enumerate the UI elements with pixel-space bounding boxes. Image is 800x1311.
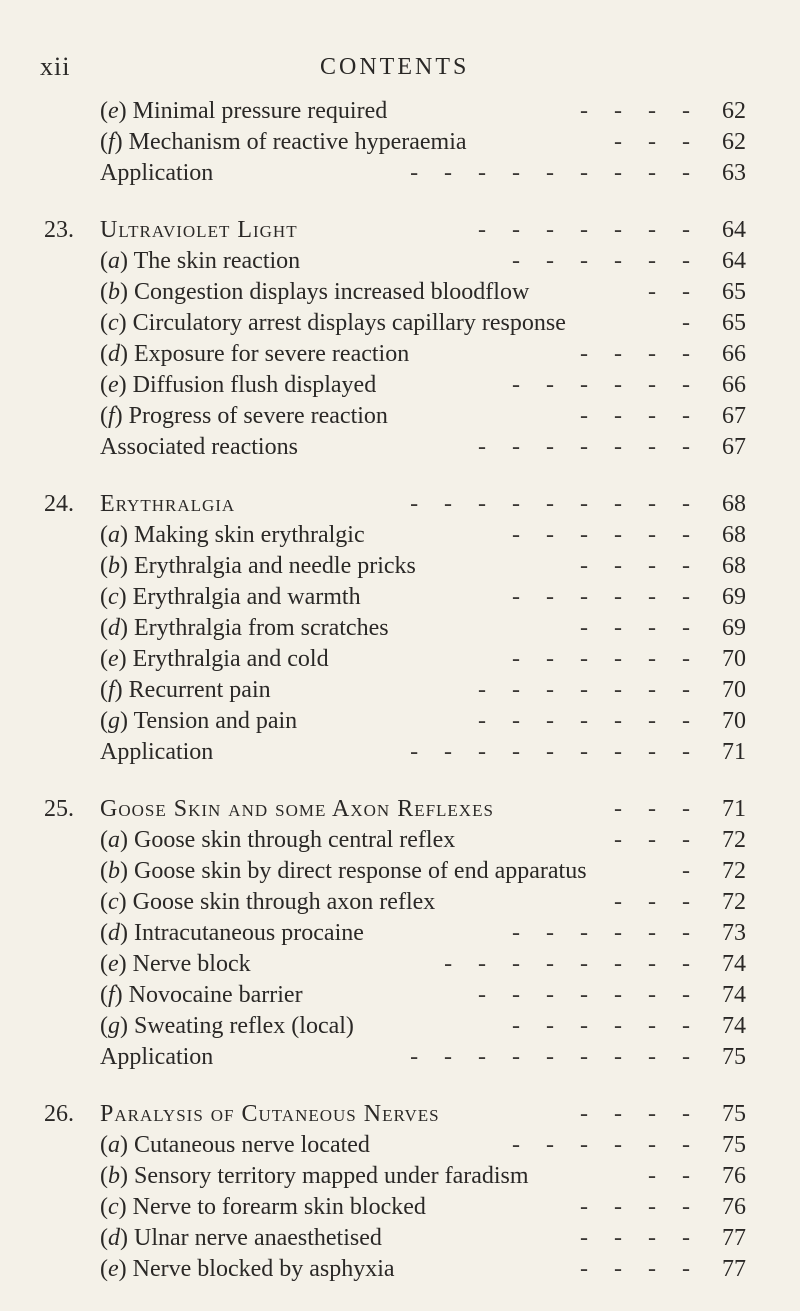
leader-dashes: - - - - - - - - - (410, 491, 700, 517)
leader-dashes: - - - - (580, 615, 700, 641)
entry-label: (b) Erythralgia and needle pricks (100, 553, 416, 579)
entry-label: (c) Erythralgia and warmth (100, 584, 361, 610)
entry-letter: b (108, 279, 120, 305)
entry-text: Erythralgia and needle pricks (134, 553, 416, 579)
entry-label: (e) Diffusion flush displayed (100, 372, 377, 398)
entry-text: Novocaine barrier (128, 982, 303, 1008)
contents-entry (0, 706, 800, 737)
entry-letter: g (108, 1013, 120, 1039)
entry-label (100, 1042, 213, 1073)
running-title: CONTENTS (320, 54, 470, 80)
leader-dashes: - - - (614, 889, 700, 915)
entry-text: Goose skin through central reflex (134, 827, 456, 853)
page-header (0, 52, 800, 92)
leader-dashes: - - - - - - (512, 646, 700, 672)
entry-label: (f) Novocaine barrier (100, 982, 303, 1008)
contents-entry (0, 370, 800, 401)
entry-page-number: 68 (722, 553, 746, 579)
entry-letter: e (108, 951, 119, 977)
leader-dashes: - - (648, 1163, 700, 1189)
contents-entry (0, 613, 800, 644)
entry-letter: e (108, 646, 119, 672)
entry-text: Exposure for severe reaction (134, 341, 410, 367)
leader-dashes: - - - - - - - (478, 677, 700, 703)
entry-letter: a (108, 827, 120, 853)
contents-entry (0, 980, 800, 1011)
entry-text: Application (100, 1044, 214, 1070)
contents-entry (0, 401, 800, 432)
chapter-page-number: 64 (722, 217, 746, 243)
entry-letter: a (108, 522, 120, 548)
entry-label: (g) Sweating reflex (local) (100, 1013, 354, 1039)
entry-text: Goose skin through axon reflex (132, 889, 436, 915)
entry-label: (e) Minimal pressure required (100, 98, 388, 124)
leader-dashes: - - - - - - - (478, 708, 700, 734)
entry-letter: b (108, 1163, 120, 1189)
leader-dashes: - - - - - - - (478, 982, 700, 1008)
leader-dashes: - - - - - - (512, 920, 700, 946)
leader-dashes: - - - - (580, 403, 700, 429)
contents-entry (0, 1254, 800, 1285)
leader-dashes: - - - - - - - (478, 434, 700, 460)
chapter-number: 26. (44, 1101, 74, 1127)
entry-text: Nerve to forearm skin blocked (132, 1194, 426, 1220)
contents-section (0, 489, 800, 768)
entry-text: Application (100, 739, 214, 765)
entry-page-number: 77 (722, 1256, 746, 1282)
contents-entry (0, 1042, 800, 1073)
entry-letter: g (108, 708, 120, 734)
leader-dashes: - - - (614, 827, 700, 853)
entry-text: Associated reactions (100, 434, 298, 460)
contents-entry (0, 644, 800, 675)
chapter-title: Erythralgia (100, 491, 236, 517)
contents-section (0, 215, 800, 463)
entry-letter: a (108, 1132, 120, 1158)
entry-page-number: 77 (722, 1225, 746, 1251)
entry-text: Cutaneous nerve located (134, 1132, 370, 1158)
entry-letter: f (108, 677, 115, 703)
leader-dashes: - - - - (580, 553, 700, 579)
leader-dashes: - - - - (580, 98, 700, 124)
entry-page-number: 69 (722, 615, 746, 641)
contents-entry (0, 246, 800, 277)
entry-page-number: 63 (722, 160, 746, 186)
entry-text: Sweating reflex (local) (134, 1013, 354, 1039)
chapter-number: 25. (44, 796, 74, 822)
entry-letter: f (108, 129, 115, 155)
entry-page-number: 62 (722, 98, 746, 124)
entry-page-number: 74 (722, 951, 746, 977)
entry-label: (a) The skin reaction (100, 248, 301, 274)
entry-letter: c (108, 584, 119, 610)
entry-page-number: 73 (722, 920, 746, 946)
entry-label: (b) Congestion displays increased bloodflow (100, 279, 530, 305)
entry-page-number: 75 (722, 1044, 746, 1070)
entry-text: Minimal pressure required (132, 98, 388, 124)
leader-dashes: - - - - - - (512, 1013, 700, 1039)
entry-text: Erythralgia from scratches (134, 615, 389, 641)
entry-label: (a) Cutaneous nerve located (100, 1132, 370, 1158)
entry-label (100, 737, 213, 768)
leader-dashes: - - - - - - - (478, 217, 700, 243)
chapter-page-number: 71 (722, 796, 746, 822)
entry-page-number: 70 (722, 646, 746, 672)
entry-text: Congestion displays increased bloodflow (134, 279, 530, 305)
leader-dashes: - (682, 310, 700, 336)
entry-text: Nerve blocked by asphyxia (132, 1256, 395, 1282)
leader-dashes: - - - - - - (512, 372, 700, 398)
leader-dashes: - - - - (580, 1256, 700, 1282)
entry-label: (d) Erythralgia from scratches (100, 615, 389, 641)
contents-entry (0, 520, 800, 551)
entry-letter: d (108, 341, 120, 367)
entry-letter: e (108, 98, 119, 124)
entry-label: (d) Ulnar nerve anaesthetised (100, 1225, 382, 1251)
entry-page-number: 76 (722, 1163, 746, 1189)
leader-dashes: - - - - (580, 341, 700, 367)
leader-dashes: - - - (614, 796, 700, 822)
entry-letter: c (108, 889, 119, 915)
entry-letter: f (108, 403, 115, 429)
contents-section (0, 1099, 800, 1285)
contents-entry (0, 1192, 800, 1223)
chapter-number: 24. (44, 491, 74, 517)
entry-text: Ulnar nerve anaesthetised (134, 1225, 382, 1251)
entry-label: (a) Making skin erythralgic (100, 522, 365, 548)
contents-entry (0, 432, 800, 463)
entry-page-number: 72 (722, 827, 746, 853)
contents-entry (0, 1223, 800, 1254)
entry-letter: c (108, 1194, 119, 1220)
leader-dashes: - - - (614, 129, 700, 155)
entry-label: (f) Mechanism of reactive hyperaemia (100, 129, 467, 155)
leader-dashes: - - - - - - - - - (410, 739, 700, 765)
entry-label: (g) Tension and pain (100, 708, 298, 734)
entry-letter: e (108, 372, 119, 398)
entry-text: Application (100, 160, 214, 186)
contents-entry (0, 856, 800, 887)
contents-entry (0, 949, 800, 980)
entry-text: Nerve block (132, 951, 251, 977)
contents-entry (0, 308, 800, 339)
chapter-title: Paralysis of Cutaneous Nerves (100, 1101, 440, 1127)
leader-dashes: - - - - - - - - - (410, 1044, 700, 1070)
chapter-page-number: 68 (722, 491, 746, 517)
entry-text: Recurrent pain (128, 677, 271, 703)
contents-entry (0, 127, 800, 158)
entry-letter: d (108, 615, 120, 641)
entry-page-number: 67 (722, 403, 746, 429)
chapter-heading (0, 489, 800, 520)
entry-letter: a (108, 248, 120, 274)
entry-label: (e) Erythralgia and cold (100, 646, 329, 672)
entry-page-number: 64 (722, 248, 746, 274)
entry-page-number: 69 (722, 584, 746, 610)
entry-text: Making skin erythralgic (134, 522, 365, 548)
entry-text: Circulatory arrest displays capillary response (132, 310, 566, 336)
entry-label: (c) Circulatory arrest displays capillary response (100, 310, 566, 336)
entry-text: Intracutaneous procaine (134, 920, 364, 946)
contents-entry (0, 737, 800, 768)
entry-page-number: 71 (722, 739, 746, 765)
chapter-heading (0, 794, 800, 825)
entry-page-number: 65 (722, 279, 746, 305)
contents-section (0, 96, 800, 189)
leader-dashes: - - - - - - (512, 522, 700, 548)
entry-text: Erythralgia and cold (132, 646, 329, 672)
entry-label: (d) Exposure for severe reaction (100, 341, 410, 367)
entry-label: (b) Goose skin by direct response of end apparatus (100, 858, 587, 884)
chapter-title: Ultraviolet Light (100, 217, 298, 243)
page-folio: xii (40, 52, 71, 81)
entry-letter: e (108, 1256, 119, 1282)
entry-label: (f) Progress of severe reaction (100, 403, 388, 429)
contents-entry (0, 96, 800, 127)
entry-text: Sensory territory mapped under faradism (134, 1163, 529, 1189)
contents-list (0, 96, 800, 1311)
leader-dashes: - - - - (580, 1225, 700, 1251)
chapter-page-number: 75 (722, 1101, 746, 1127)
leader-dashes: - - (648, 279, 700, 305)
entry-label: (a) Goose skin through central reflex (100, 827, 456, 853)
entry-text: Progress of severe reaction (128, 403, 388, 429)
chapter-heading (0, 1099, 800, 1130)
entry-label: (f) Recurrent pain (100, 677, 271, 703)
chapter-title: Goose Skin and some Axon Reflexes (100, 796, 494, 822)
contents-entry (0, 1161, 800, 1192)
entry-text: Diffusion flush displayed (132, 372, 377, 398)
leader-dashes: - - - - - - (512, 248, 700, 274)
entry-text: Goose skin by direct response of end apparatus (134, 858, 587, 884)
entry-text: Erythralgia and warmth (132, 584, 361, 610)
entry-letter: c (108, 310, 119, 336)
entry-page-number: 74 (722, 1013, 746, 1039)
entry-text: Mechanism of reactive hyperaemia (128, 129, 467, 155)
entry-page-number: 62 (722, 129, 746, 155)
entry-letter: d (108, 920, 120, 946)
chapter-heading (0, 215, 800, 246)
leader-dashes: - (682, 858, 700, 884)
entry-label (100, 158, 213, 189)
contents-entry (0, 339, 800, 370)
contents-entry (0, 675, 800, 706)
entry-label: (e) Nerve block (100, 951, 251, 977)
contents-entry (0, 277, 800, 308)
entry-page-number: 66 (722, 372, 746, 398)
entry-label: (b) Sensory territory mapped under faradism (100, 1163, 529, 1189)
leader-dashes: - - - - (580, 1101, 700, 1127)
contents-entry (0, 825, 800, 856)
entry-letter: f (108, 982, 115, 1008)
entry-label: (c) Nerve to forearm skin blocked (100, 1194, 426, 1220)
contents-entry (0, 1130, 800, 1161)
entry-page-number: 68 (722, 522, 746, 548)
entry-page-number: 74 (722, 982, 746, 1008)
entry-letter: b (108, 858, 120, 884)
contents-entry (0, 918, 800, 949)
leader-dashes: - - - - - - - - (444, 951, 700, 977)
entry-label: (e) Nerve blocked by asphyxia (100, 1256, 395, 1282)
entry-letter: b (108, 553, 120, 579)
entry-page-number: 76 (722, 1194, 746, 1220)
chapter-number: 23. (44, 217, 74, 243)
leader-dashes: - - - - (580, 1194, 700, 1220)
contents-entry (0, 1011, 800, 1042)
entry-page-number: 65 (722, 310, 746, 336)
entry-page-number: 67 (722, 434, 746, 460)
entry-page-number: 75 (722, 1132, 746, 1158)
contents-entry (0, 887, 800, 918)
contents-entry (0, 158, 800, 189)
entry-page-number: 66 (722, 341, 746, 367)
leader-dashes: - - - - - - - - - (410, 160, 700, 186)
contents-entry (0, 551, 800, 582)
entry-text: Tension and pain (133, 708, 298, 734)
entry-page-number: 72 (722, 858, 746, 884)
entry-text: The skin reaction (133, 248, 301, 274)
leader-dashes: - - - - - - (512, 1132, 700, 1158)
contents-entry (0, 582, 800, 613)
contents-section (0, 794, 800, 1073)
entry-page-number: 72 (722, 889, 746, 915)
entry-page-number: 70 (722, 708, 746, 734)
entry-label (100, 432, 298, 463)
entry-page-number: 70 (722, 677, 746, 703)
entry-label: (d) Intracutaneous procaine (100, 920, 364, 946)
leader-dashes: - - - - - - (512, 584, 700, 610)
entry-letter: d (108, 1225, 120, 1251)
entry-label: (c) Goose skin through axon reflex (100, 889, 436, 915)
